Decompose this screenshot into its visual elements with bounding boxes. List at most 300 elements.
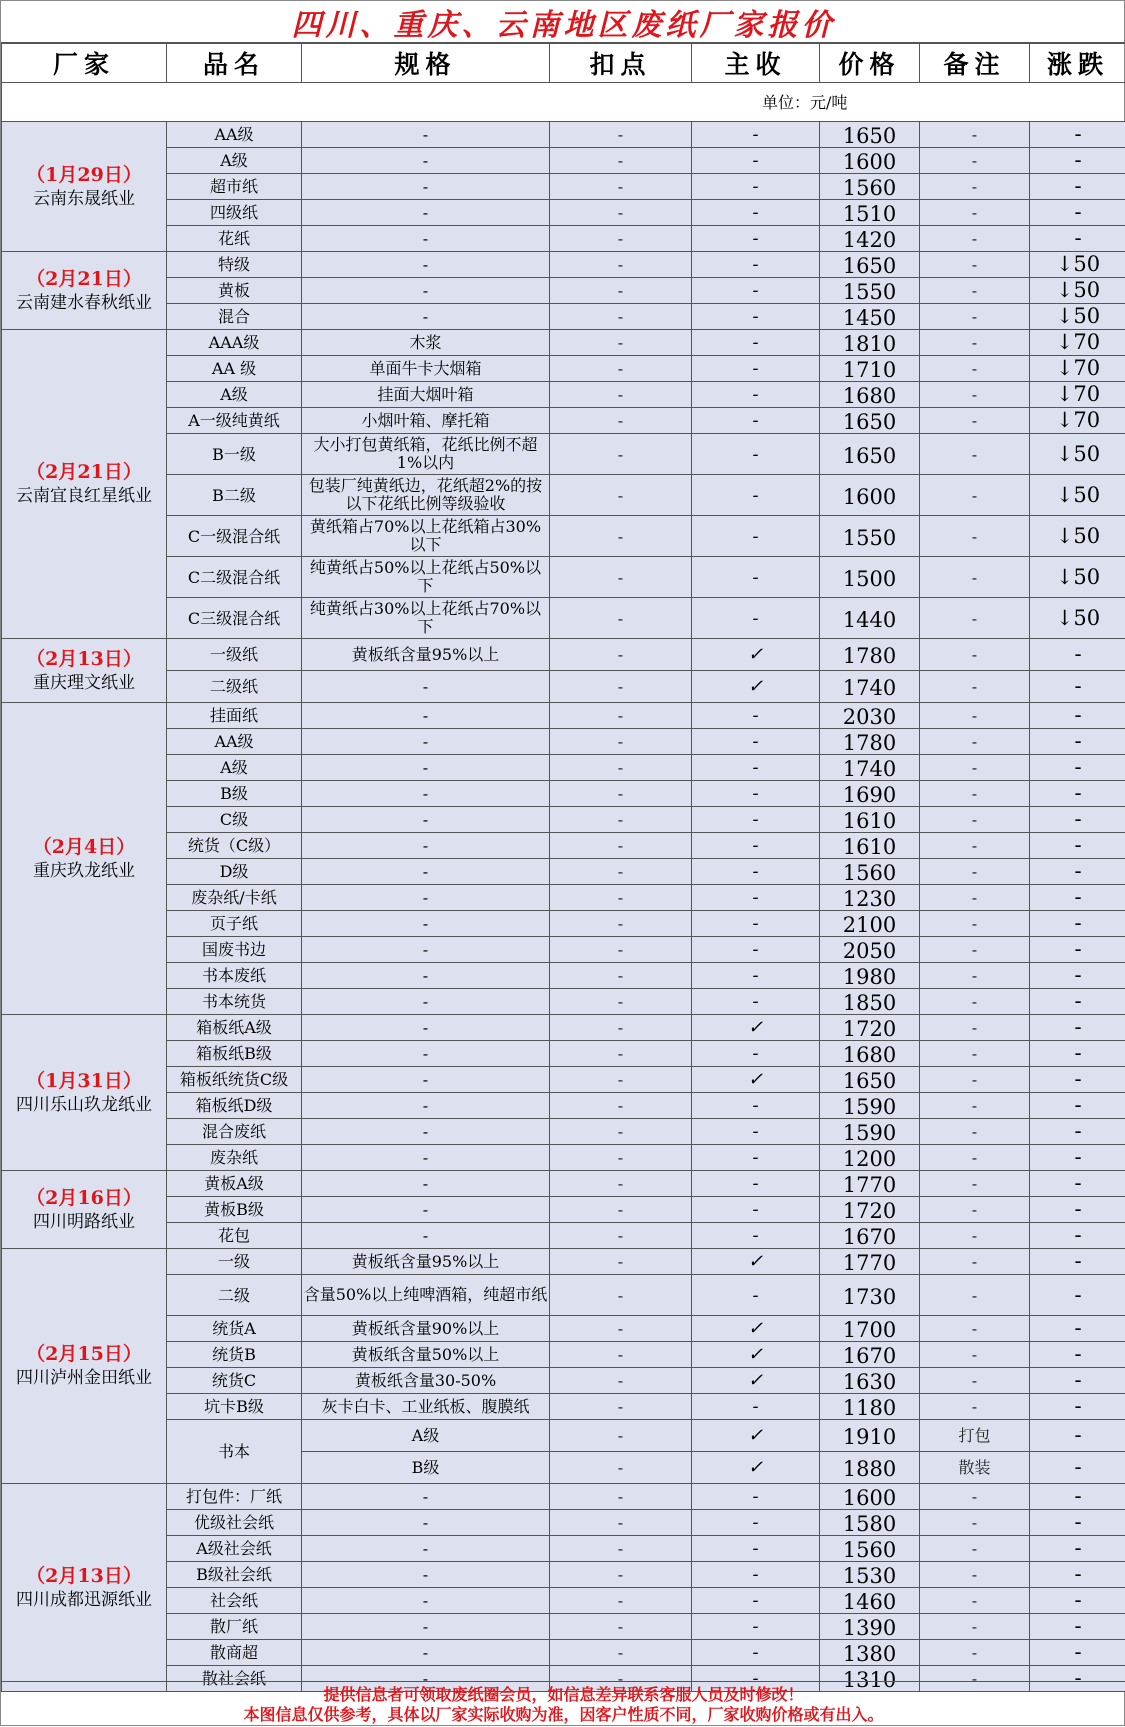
deduct-cell: - [550, 1640, 692, 1666]
deduct-cell: - [550, 1342, 692, 1368]
item-name: A级 [167, 382, 302, 408]
item-name: 统货B [167, 1342, 302, 1368]
spec-cell: 包装厂纯黄纸边，花纸超2%的按以下花纸比例等级验收 [302, 475, 550, 516]
change-cell: - [1030, 1015, 1125, 1041]
item-name: 箱板纸统货C级 [167, 1067, 302, 1093]
table-row [2, 671, 1125, 703]
change-cell: - [1030, 1614, 1125, 1640]
note-cell: - [920, 200, 1030, 226]
deduct-cell: - [550, 148, 692, 174]
spec-cell: - [302, 989, 550, 1015]
table-row [2, 1536, 1125, 1562]
note-cell: - [920, 989, 1030, 1015]
change-cell: - [1030, 1197, 1125, 1223]
spec-cell: - [302, 1197, 550, 1223]
note-cell: - [920, 639, 1030, 671]
spec-cell: 小烟叶箱、摩托箱 [302, 408, 550, 434]
table-row [2, 1614, 1125, 1640]
header-change: 涨跌 [1030, 44, 1125, 83]
item-name: 混合废纸 [167, 1119, 302, 1145]
item-name: 一级纸 [167, 639, 302, 671]
main-collect-cell: - [692, 330, 820, 356]
spec-cell: - [302, 226, 550, 252]
price-cell: 1500 [820, 557, 920, 598]
note-cell: - [920, 408, 1030, 434]
item-name: 花纸 [167, 226, 302, 252]
deduct-cell: - [550, 1093, 692, 1119]
note-cell: - [920, 1666, 1030, 1692]
price-cell: 1420 [820, 226, 920, 252]
price-cell: 1440 [820, 598, 920, 639]
note-cell: 打包 [920, 1420, 1030, 1452]
price-cell: 1650 [820, 252, 920, 278]
item-name: 优级社会纸 [167, 1510, 302, 1536]
main-collect-cell: - [692, 1640, 820, 1666]
change-cell: ↓50 [1030, 557, 1125, 598]
price-cell: 1680 [820, 1041, 920, 1067]
main-collect-cell: - [692, 174, 820, 200]
table-row [2, 885, 1125, 911]
spec-cell: - [302, 304, 550, 330]
main-collect-cell: ✓ [692, 671, 820, 703]
spec-cell: - [302, 1536, 550, 1562]
note-cell: - [920, 1067, 1030, 1093]
spec-cell: - [302, 911, 550, 937]
price-cell: 1200 [820, 1145, 920, 1171]
header-price: 价格 [820, 44, 920, 83]
main-collect-cell: ✓ [692, 1452, 820, 1484]
price-cell: 1180 [820, 1394, 920, 1420]
deduct-cell: - [550, 703, 692, 729]
main-collect-cell: - [692, 1041, 820, 1067]
main-collect-cell: - [692, 1197, 820, 1223]
change-cell: - [1030, 781, 1125, 807]
change-cell: - [1030, 226, 1125, 252]
table-row [2, 174, 1125, 200]
change-cell: - [1030, 1093, 1125, 1119]
item-name: 社会纸 [167, 1588, 302, 1614]
deduct-cell: - [550, 989, 692, 1015]
table-row [2, 122, 1125, 148]
spec-cell: - [302, 174, 550, 200]
table-row [2, 475, 1125, 516]
deduct-cell: - [550, 1015, 692, 1041]
main-collect-cell: ✓ [692, 1342, 820, 1368]
table-row [2, 729, 1125, 755]
change-cell: - [1030, 1484, 1125, 1510]
change-cell: - [1030, 885, 1125, 911]
price-cell: 1530 [820, 1562, 920, 1588]
item-name: 二级 [167, 1275, 302, 1316]
price-cell: 1510 [820, 200, 920, 226]
table-row [2, 200, 1125, 226]
price-cell: 1560 [820, 859, 920, 885]
price-cell: 1550 [820, 278, 920, 304]
main-collect-cell: ✓ [692, 1015, 820, 1041]
price-cell: 1810 [820, 330, 920, 356]
table-row [2, 516, 1125, 557]
table-row [2, 1394, 1125, 1420]
deduct-cell: - [550, 475, 692, 516]
table-row [2, 1562, 1125, 1588]
deduct-cell: - [550, 781, 692, 807]
price-cell: 1560 [820, 1536, 920, 1562]
note-cell: - [920, 885, 1030, 911]
deduct-cell: - [550, 434, 692, 475]
main-collect-cell: - [692, 807, 820, 833]
item-name: AA级 [167, 122, 302, 148]
change-cell: ↓70 [1030, 330, 1125, 356]
item-name: A级 [167, 148, 302, 174]
item-name: 散厂纸 [167, 1614, 302, 1640]
main-collect-cell: - [692, 989, 820, 1015]
item-name: 超市纸 [167, 174, 302, 200]
change-cell: - [1030, 1275, 1125, 1316]
item-name: 特级 [167, 252, 302, 278]
price-cell: 1610 [820, 833, 920, 859]
change-cell: - [1030, 1588, 1125, 1614]
main-collect-cell: - [692, 252, 820, 278]
table-row [2, 1171, 1125, 1197]
price-cell: 1720 [820, 1015, 920, 1041]
note-cell: - [920, 174, 1030, 200]
item-name: A级社会纸 [167, 1536, 302, 1562]
table-row [2, 1223, 1125, 1249]
table-row [2, 963, 1125, 989]
price-cell: 1670 [820, 1342, 920, 1368]
main-collect-cell: ✓ [692, 1249, 820, 1275]
price-cell: 1710 [820, 356, 920, 382]
table-row [2, 1368, 1125, 1394]
change-cell: - [1030, 1562, 1125, 1588]
item-name: 页子纸 [167, 911, 302, 937]
header-main: 主收 [692, 44, 820, 83]
quote-date: （2月13日） [2, 647, 166, 671]
note-cell: - [920, 703, 1030, 729]
spec-cell: 黄板纸含量95%以上 [302, 1249, 550, 1275]
table-row [2, 1640, 1125, 1666]
main-collect-cell: - [692, 1510, 820, 1536]
spec-cell: 黄板纸含量50%以上 [302, 1342, 550, 1368]
main-collect-cell: - [692, 1614, 820, 1640]
main-collect-cell: - [692, 911, 820, 937]
price-cell: 1680 [820, 382, 920, 408]
item-name: 书本 [167, 1420, 302, 1484]
table-row [2, 859, 1125, 885]
main-collect-cell: - [692, 1666, 820, 1692]
deduct-cell: - [550, 937, 692, 963]
price-cell: 1650 [820, 1067, 920, 1093]
main-collect-cell: - [692, 963, 820, 989]
note-cell: - [920, 148, 1030, 174]
item-name: 统货C [167, 1368, 302, 1394]
deduct-cell: - [550, 1275, 692, 1316]
spec-cell: - [302, 729, 550, 755]
note-cell: - [920, 1275, 1030, 1316]
price-cell: 1850 [820, 989, 920, 1015]
item-name: 打包件：厂纸 [167, 1484, 302, 1510]
note-cell: - [920, 516, 1030, 557]
price-cell: 1600 [820, 1484, 920, 1510]
table-row [2, 1275, 1125, 1316]
change-cell: - [1030, 833, 1125, 859]
note-cell: - [920, 1119, 1030, 1145]
price-cell: 1600 [820, 475, 920, 516]
note-cell: 散装 [920, 1452, 1030, 1484]
spec-cell: 含量50%以上纯啤酒箱，纯超市纸 [302, 1275, 550, 1316]
note-cell: - [920, 963, 1030, 989]
deduct-cell: - [550, 1394, 692, 1420]
maker-cell [2, 639, 167, 703]
change-cell: - [1030, 1510, 1125, 1536]
spec-cell: 灰卡白卡、工业纸板、腹膜纸 [302, 1394, 550, 1420]
unit-row [2, 83, 1125, 122]
quote-date: （2月15日） [2, 1342, 166, 1366]
maker-name: 云南东晟纸业 [2, 187, 166, 211]
change-cell: - [1030, 1452, 1125, 1484]
deduct-cell: - [550, 911, 692, 937]
item-name: 四级纸 [167, 200, 302, 226]
table-row [2, 356, 1125, 382]
price-cell: 1390 [820, 1614, 920, 1640]
quote-date: （2月16日） [2, 1186, 166, 1210]
deduct-cell: - [550, 1484, 692, 1510]
note-cell: - [920, 1342, 1030, 1368]
spec-cell: - [302, 1666, 550, 1692]
spec-cell: - [302, 1484, 550, 1510]
deduct-cell: - [550, 1536, 692, 1562]
footer-disclaimer [1, 1681, 1125, 1727]
change-cell: - [1030, 729, 1125, 755]
change-cell: - [1030, 963, 1125, 989]
price-cell: 1450 [820, 304, 920, 330]
main-collect-cell: - [692, 1119, 820, 1145]
main-collect-cell: - [692, 1171, 820, 1197]
note-cell: - [920, 1588, 1030, 1614]
change-cell: ↓50 [1030, 598, 1125, 639]
price-cell: 1910 [820, 1420, 920, 1452]
item-name: 箱板纸A级 [167, 1015, 302, 1041]
deduct-cell: - [550, 1145, 692, 1171]
spec-cell: 纯黄纸占30%以上花纸占70%以下 [302, 598, 550, 639]
spec-cell: - [302, 1223, 550, 1249]
change-cell: - [1030, 1145, 1125, 1171]
spec-cell: - [302, 1093, 550, 1119]
table-row [2, 1249, 1125, 1275]
main-collect-cell: - [692, 1484, 820, 1510]
quote-date: （1月31日） [2, 1069, 166, 1093]
table-row [2, 1197, 1125, 1223]
note-cell: - [920, 557, 1030, 598]
item-name: A级 [167, 755, 302, 781]
item-name: 一级 [167, 1249, 302, 1275]
note-cell: - [920, 1249, 1030, 1275]
maker-name: 四川泸州金田纸业 [2, 1366, 166, 1390]
item-name: 统货A [167, 1316, 302, 1342]
note-cell: - [920, 911, 1030, 937]
deduct-cell: - [550, 278, 692, 304]
item-name: C三级混合纸 [167, 598, 302, 639]
spec-cell: - [302, 122, 550, 148]
spec-cell: - [302, 1640, 550, 1666]
price-cell: 1310 [820, 1666, 920, 1692]
main-collect-cell: - [692, 356, 820, 382]
table-row [2, 989, 1125, 1015]
deduct-cell: - [550, 833, 692, 859]
table-row [2, 434, 1125, 475]
note-cell: - [920, 1510, 1030, 1536]
deduct-cell: - [550, 807, 692, 833]
note-cell: - [920, 1316, 1030, 1342]
note-cell: - [920, 1197, 1030, 1223]
deduct-cell: - [550, 963, 692, 989]
header-spec: 规格 [302, 44, 550, 83]
spec-cell: - [302, 200, 550, 226]
sheet-title: 四川、重庆、云南地区废纸厂家报价 [1, 1, 1125, 43]
maker-cell [2, 703, 167, 1015]
item-name: B级 [167, 781, 302, 807]
maker-name: 云南建水春秋纸业 [2, 291, 166, 315]
table-row [2, 252, 1125, 278]
spec-cell: 单面牛卡大烟箱 [302, 356, 550, 382]
change-cell: - [1030, 1640, 1125, 1666]
deduct-cell: - [550, 252, 692, 278]
note-cell: - [920, 1614, 1030, 1640]
spec-cell: 挂面大烟叶箱 [302, 382, 550, 408]
change-cell: - [1030, 937, 1125, 963]
note-cell: - [920, 781, 1030, 807]
maker-name: 重庆玖龙纸业 [2, 859, 166, 883]
spec-cell: 黄板纸含量90%以上 [302, 1316, 550, 1342]
change-cell: - [1030, 1223, 1125, 1249]
change-cell: - [1030, 1666, 1125, 1692]
spec-cell: 木浆 [302, 330, 550, 356]
table-row [2, 807, 1125, 833]
main-collect-cell: ✓ [692, 1067, 820, 1093]
quote-date: （1月29日） [2, 163, 166, 187]
table-row [2, 1015, 1125, 1041]
table-row [2, 1145, 1125, 1171]
main-collect-cell: - [692, 1394, 820, 1420]
deduct-cell: - [550, 1316, 692, 1342]
price-cell: 2050 [820, 937, 920, 963]
change-cell: - [1030, 1119, 1125, 1145]
note-cell: - [920, 1041, 1030, 1067]
main-collect-cell: - [692, 1093, 820, 1119]
main-collect-cell: - [692, 937, 820, 963]
note-cell: - [920, 1171, 1030, 1197]
main-collect-cell: - [692, 781, 820, 807]
change-cell: - [1030, 1041, 1125, 1067]
unit-label: 单位：元/吨 [2, 83, 1125, 122]
spec-cell: 黄板纸含量95%以上 [302, 639, 550, 671]
spec-cell: - [302, 1614, 550, 1640]
item-name: 二级纸 [167, 671, 302, 703]
item-name: 黄板A级 [167, 1171, 302, 1197]
item-name: 统货（C级） [167, 833, 302, 859]
maker-name: 重庆理文纸业 [2, 671, 166, 695]
table-row [2, 408, 1125, 434]
change-cell: ↓50 [1030, 278, 1125, 304]
change-cell: - [1030, 755, 1125, 781]
price-cell: 1630 [820, 1368, 920, 1394]
item-name: 国废书边 [167, 937, 302, 963]
price-cell: 1550 [820, 516, 920, 557]
table-row [2, 304, 1125, 330]
item-name: D级 [167, 859, 302, 885]
change-cell: - [1030, 1368, 1125, 1394]
deduct-cell: - [550, 671, 692, 703]
price-cell: 1700 [820, 1316, 920, 1342]
note-cell: - [920, 1145, 1030, 1171]
main-collect-cell: - [692, 833, 820, 859]
spec-cell: - [302, 148, 550, 174]
note-cell: - [920, 252, 1030, 278]
spec-cell: - [302, 1145, 550, 1171]
main-collect-cell: - [692, 434, 820, 475]
note-cell: - [920, 122, 1030, 148]
table-row [2, 1510, 1125, 1536]
main-collect-cell: ✓ [692, 1368, 820, 1394]
maker-cell [2, 330, 167, 639]
spec-cell: 大小打包黄纸箱，花纸比例不超1%以内 [302, 434, 550, 475]
deduct-cell: - [550, 1197, 692, 1223]
item-name: 废杂纸 [167, 1145, 302, 1171]
change-cell: - [1030, 989, 1125, 1015]
item-name: B二级 [167, 475, 302, 516]
table-row [2, 330, 1125, 356]
main-collect-cell: - [692, 729, 820, 755]
price-cell: 1590 [820, 1119, 920, 1145]
deduct-cell: - [550, 557, 692, 598]
spec-cell: - [302, 807, 550, 833]
deduct-cell: - [550, 174, 692, 200]
price-cell: 1580 [820, 1510, 920, 1536]
main-collect-cell: - [692, 226, 820, 252]
spec-cell: 纯黄纸占50%以上花纸占50%以下 [302, 557, 550, 598]
change-cell: - [1030, 807, 1125, 833]
spec-cell: - [302, 1041, 550, 1067]
change-cell: ↓50 [1030, 475, 1125, 516]
maker-cell [2, 1171, 167, 1249]
spec-cell: - [302, 1171, 550, 1197]
note-cell: - [920, 1562, 1030, 1588]
note-cell: - [920, 226, 1030, 252]
item-name: 花包 [167, 1223, 302, 1249]
quote-date: （2月4日） [2, 835, 166, 859]
table-row [2, 278, 1125, 304]
main-collect-cell: - [692, 200, 820, 226]
maker-name: 四川成都迅源纸业 [2, 1588, 166, 1612]
note-cell: - [920, 807, 1030, 833]
item-name: AAA级 [167, 330, 302, 356]
deduct-cell: - [550, 1249, 692, 1275]
main-collect-cell: - [692, 304, 820, 330]
deduct-cell: - [550, 1452, 692, 1484]
item-name: 黄板 [167, 278, 302, 304]
main-collect-cell: ✓ [692, 639, 820, 671]
table-row [2, 1588, 1125, 1614]
item-name: B级社会纸 [167, 1562, 302, 1588]
spec-cell: - [302, 671, 550, 703]
maker-cell [2, 122, 167, 252]
table-row [2, 1316, 1125, 1342]
deduct-cell: - [550, 1171, 692, 1197]
quote-date: （2月13日） [2, 1564, 166, 1588]
price-cell: 1670 [820, 1223, 920, 1249]
change-cell: - [1030, 1316, 1125, 1342]
change-cell: - [1030, 1420, 1125, 1452]
